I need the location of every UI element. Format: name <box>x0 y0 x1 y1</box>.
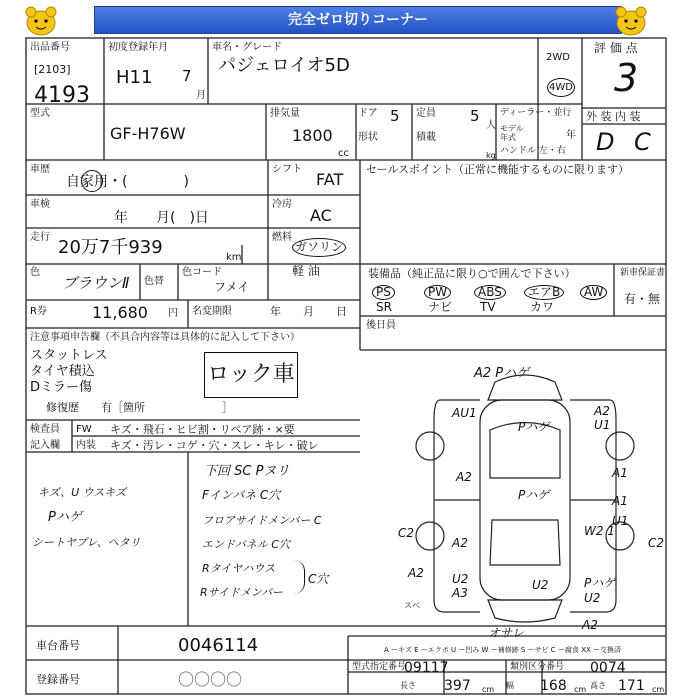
notes-label: 注意事項申告欄（不具合内容等は具体的に記入して下さい） <box>30 332 300 343</box>
damage-mark: Pハゲ <box>518 488 550 502</box>
rating-score: 3 <box>614 56 639 100</box>
damage-mark: A2 <box>452 536 468 550</box>
length-value: 397 <box>444 678 471 694</box>
damage-mark: U2 <box>532 578 549 592</box>
damage-mark: C2 <box>648 536 665 550</box>
equip-navi: ナビ <box>428 300 453 314</box>
interior-defects: キズ・汚レ・コゲ・穴・スレ・キレ・破レ <box>110 439 319 452</box>
damage-mark: A1 <box>612 466 628 480</box>
equip-ps: PS <box>372 285 395 300</box>
height-value: 171 <box>618 678 645 694</box>
ext-int-label: 外 装 内 装 <box>586 110 641 123</box>
cc-unit: cc <box>338 148 349 159</box>
shift-value: FAT <box>316 170 344 189</box>
car-name: パジェロイオ5D <box>218 55 350 76</box>
damage-mark: A2 <box>582 618 598 632</box>
model-no: 09117 <box>404 660 449 676</box>
shift-label: シフト <box>272 164 302 175</box>
handwritten-note: キズ、U ウスキズ <box>38 486 127 499</box>
month-unit: 月 <box>196 90 206 101</box>
car-name-label: 車名・グレード <box>212 42 282 53</box>
ac-label: 冷房 <box>272 199 292 210</box>
handwritten-note: 下回 SC Pヌリ <box>204 464 290 479</box>
drive-4wd: 4WD <box>547 78 575 97</box>
name-change-date: 年 月 日 <box>270 305 347 318</box>
color-swap-label: 色替 <box>144 276 164 287</box>
history-value: 自家用・( ) <box>66 174 189 190</box>
lot-number-label: 出品番号 <box>30 42 70 53</box>
damage-legend: A ーキズ E ーエクボ U ー凹み W ー補修跡 S ーサビ C ー腐食 XX ー交換済 <box>384 646 621 654</box>
warranty-value: 有・無 <box>624 292 661 306</box>
shape-label: 形状 <box>358 132 378 143</box>
fuel-label: 燃料 <box>272 232 292 243</box>
color-code: フメイ <box>214 280 250 294</box>
chassis-number: 0046114 <box>178 635 259 656</box>
load-unit: kg <box>486 151 496 160</box>
cc-label: 排気量 <box>270 108 300 119</box>
damage-mark: Pハゲ <box>518 420 550 434</box>
note-line: Dミラー傷 <box>30 380 93 395</box>
handwritten-note: Rタイヤハウス <box>202 562 276 575</box>
width-unit: cm <box>574 685 587 694</box>
capacity: 5 <box>470 107 480 125</box>
history-label: 車歴 <box>30 164 50 175</box>
year-unit: 年 <box>566 130 576 141</box>
width-value: 168 <box>540 678 567 694</box>
color-label: 色 <box>30 267 40 278</box>
rating-label: 評 価 点 <box>594 41 638 55</box>
class-no: 0074 <box>590 660 626 676</box>
inspection-value: 年 月( )日 <box>114 210 209 226</box>
name-change-label: 名変期限 <box>192 306 232 317</box>
equip-leather: カワ <box>530 300 555 314</box>
equip-airbag: エアB <box>524 285 564 300</box>
page-banner: 完全ゼロ切りコーナー <box>94 6 622 34</box>
repair-history: 修復歴 有［箇所 ］ <box>46 401 233 414</box>
mileage-value: 20万7千939 <box>58 237 163 258</box>
handwritten-note: C穴 <box>308 572 329 586</box>
class-label: 類別区分番号 <box>510 662 565 672</box>
equip-aw: AW <box>580 285 607 300</box>
color-code-label: 色コード <box>182 267 222 278</box>
reg-number: 〇〇〇〇 <box>178 670 243 689</box>
load-label: 積載 <box>416 132 436 143</box>
circle-mark <box>81 170 103 192</box>
fuel-gasoline: ガソリン <box>292 238 346 257</box>
seat-label: 後日員 <box>366 320 396 331</box>
first-reg-label: 初度登録年月 <box>108 42 168 53</box>
drive-2wd: 2WD <box>546 52 570 63</box>
damage-mark: A2 U1 <box>594 404 611 432</box>
dealer-label: ディーラー・並行 <box>500 108 572 118</box>
chassis-label: 車台番号 <box>36 639 80 652</box>
damage-mark: A2 <box>456 470 472 484</box>
model-year-label: モデル年式 <box>500 124 524 142</box>
handwritten-note: Fインパネ C穴 <box>202 488 281 502</box>
handwritten-note: フロアサイドメンバー C <box>202 514 322 527</box>
recycle-value: 11,680 <box>92 303 148 322</box>
damage-mark: W2 1 <box>584 524 615 538</box>
damage-mark: A1 <box>612 494 628 508</box>
fuel-diesel: 軽 油 <box>292 264 320 278</box>
model-type: GF-H76W <box>110 124 186 143</box>
mileage-label: 走行 <box>30 232 50 243</box>
lot-code: [2103] <box>34 63 71 76</box>
type-label: 型式 <box>30 108 50 119</box>
damage-mark: U1 <box>612 514 629 528</box>
reg-label: 登録番号 <box>36 673 80 686</box>
damage-mark: オサレ <box>488 626 524 640</box>
equip-sr: SR <box>376 300 392 314</box>
fw-label: FW <box>76 424 92 435</box>
equipment-label: 装備品（純正品に限り○で囲んで下さい） <box>368 267 576 280</box>
mileage-unit: km <box>226 252 242 263</box>
equip-tv: TV <box>480 300 496 314</box>
int-grade: C <box>634 128 651 156</box>
length-unit: cm <box>482 685 495 694</box>
recycle-unit: 円 <box>168 308 178 319</box>
reg-month: 7 <box>182 67 192 85</box>
damage-mark: C2 <box>398 526 415 540</box>
model-no-label: 型式指定番号 <box>352 662 407 672</box>
damage-mark: U2 A3 <box>452 572 469 600</box>
handwritten-note: Rサイドメンバー <box>200 586 283 599</box>
damage-mark: A2 <box>408 566 424 580</box>
ext-grade: D <box>596 128 615 156</box>
handwritten-note: Pハゲ <box>48 510 82 525</box>
equip-abs: ABS <box>474 285 506 300</box>
capacity-unit: 人 <box>486 120 496 131</box>
diagram-note: スベ <box>404 601 420 610</box>
damage-mark: A2 Pハゲ <box>474 366 530 381</box>
handwritten-note: エンドパネル C穴 <box>202 538 290 551</box>
color-value: ブラウンⅡ <box>62 274 130 292</box>
sales-point-label: セールスポイント（正常に機能するものに限ります） <box>366 163 630 176</box>
capacity-label: 定員 <box>416 108 436 119</box>
doors: 5 <box>390 107 400 125</box>
width-label: 幅 <box>506 681 514 690</box>
lock-stamp: ロック車 <box>204 352 298 398</box>
door-label: ドア <box>358 108 378 119</box>
damage-mark: Pハゲ U2 <box>584 576 616 605</box>
fw-defects: キズ・飛石・ヒビ割・リペア跡・×要 <box>110 423 295 436</box>
warranty-label: 新車保証書 <box>620 268 666 278</box>
checker-label: 検査員 <box>30 424 60 435</box>
length-label: 長さ <box>400 681 416 690</box>
handwritten-note: シートヤブレ、ヘタリ <box>32 536 141 549</box>
checker-label: 記入欄 <box>30 440 60 451</box>
damage-mark: AU1 <box>452 406 477 420</box>
interior-label: 内装 <box>76 440 96 451</box>
handle-label: ハンドル 左・右 <box>500 146 566 156</box>
note-line: スタットレス <box>30 348 108 363</box>
engine-cc: 1800 <box>292 126 333 145</box>
equip-pw: PW <box>424 285 451 300</box>
height-unit: cm <box>652 685 665 694</box>
reg-year: H11 <box>116 67 153 88</box>
height-label: 高さ <box>590 681 606 690</box>
ac-value: AC <box>310 206 332 225</box>
recycle-label: R券 <box>30 306 47 317</box>
lot-number: 4193 <box>34 83 90 108</box>
inspection-label: 車検 <box>30 199 50 210</box>
note-line: タイヤ積込 <box>30 364 95 379</box>
